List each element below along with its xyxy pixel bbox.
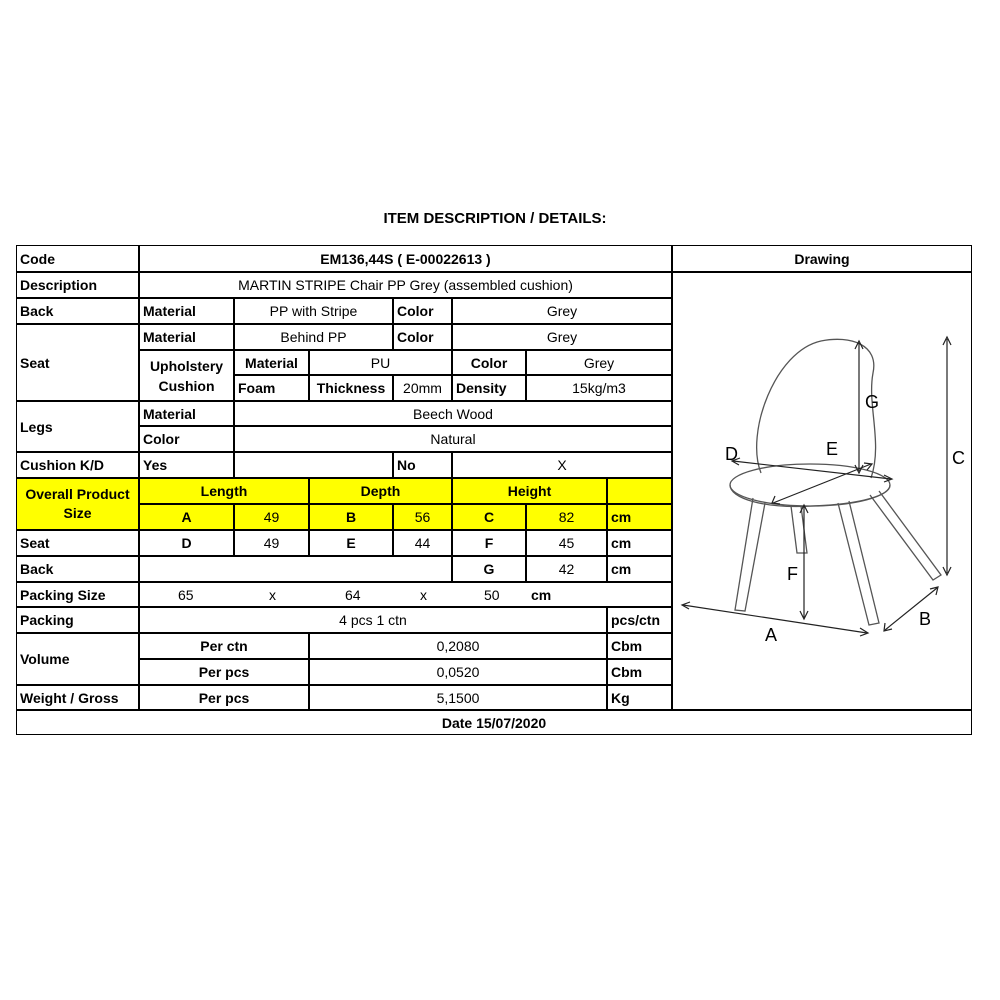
dim-a-value: 49 [234, 504, 309, 530]
drawing-letter-c: C [952, 448, 965, 468]
upholstery-material-value: PU [309, 350, 452, 375]
dim-e-label: E [309, 530, 393, 556]
legs-color-value: Natural [234, 426, 672, 452]
volume-per-ctn-unit: Cbm [607, 633, 672, 659]
upholstery-cushion-label: Upholstery Cushion [139, 350, 234, 401]
upholstery-material-label: Material [234, 350, 309, 375]
volume-per-ctn-label: Per ctn [139, 633, 309, 659]
legs-material-value: Beech Wood [234, 401, 672, 426]
weight-label: Weight / Gross [16, 685, 139, 710]
length-label: Length [139, 478, 309, 504]
legs-material-label: Material [139, 401, 234, 426]
dim-d-value: 49 [234, 530, 309, 556]
volume-per-pcs-label: Per pcs [139, 659, 309, 685]
date: Date 15/07/2020 [16, 710, 972, 735]
cushion-kd-label: Cushion K/D [16, 452, 139, 478]
weight-unit: Kg [607, 685, 672, 710]
seat-color-label: Color [393, 324, 452, 350]
back-color-label: Color [393, 298, 452, 324]
volume-per-pcs-unit: Cbm [607, 659, 672, 685]
dim-f-value: 45 [526, 530, 607, 556]
dim-c-label: C [452, 504, 526, 530]
drawing-area [672, 272, 972, 710]
seat-dims-unit: cm [607, 530, 672, 556]
overall-size-label: Overall Product Size [16, 478, 139, 530]
upholstery-color-value: Grey [526, 350, 672, 375]
dim-b-label: B [309, 504, 393, 530]
thickness-value: 20mm [393, 375, 452, 401]
packing-size-row [139, 582, 672, 607]
packing-length: 65 [178, 586, 194, 603]
packing-width: 64 [345, 586, 361, 603]
seat-color-value: Grey [452, 324, 672, 350]
back-color-value: Grey [452, 298, 672, 324]
seat-material-label: Material [139, 324, 234, 350]
dim-d-label: D [139, 530, 234, 556]
seat-label: Seat [16, 324, 139, 401]
dimension-lines [682, 337, 951, 636]
drawing-letter-g: G [865, 392, 880, 412]
weight-value: 5,1500 [309, 685, 607, 710]
legs-color-label: Color [139, 426, 234, 452]
overall-unit: cm [607, 504, 672, 530]
drawing-letter-e: E [826, 439, 839, 459]
dim-c-value: 82 [526, 504, 607, 530]
cushion-kd-no-value: X [452, 452, 672, 478]
cushion-kd-yes-label: Yes [139, 452, 234, 478]
back-material-label: Material [139, 298, 234, 324]
density-value: 15kg/m3 [526, 375, 672, 401]
volume-per-ctn-value: 0,2080 [309, 633, 607, 659]
depth-label: Depth [309, 478, 452, 504]
seat-dims-label: Seat [16, 530, 139, 556]
chair-drawing [673, 273, 973, 711]
packing-height: 50 [484, 586, 500, 603]
cushion-kd-yes-value [234, 452, 393, 478]
packing-label: Packing [16, 607, 139, 633]
dim-g-value: 42 [526, 556, 607, 582]
drawing-letter-f: F [787, 564, 798, 584]
sheet-title: ITEM DESCRIPTION / DETAILS: [383, 210, 607, 227]
volume-label: Volume [16, 633, 139, 685]
packing-size-unit: cm [531, 586, 552, 603]
seat-material-value: Behind PP [234, 324, 393, 350]
drawing-header: Drawing [672, 245, 972, 272]
height-label: Height [452, 478, 607, 504]
dim-a-label: A [139, 504, 234, 530]
cushion-kd-no-label: No [393, 452, 452, 478]
overall-header-blank [607, 478, 672, 504]
code-value: EM136,44S ( E-00022613 ) [139, 245, 672, 272]
thickness-label: Thickness [309, 375, 393, 401]
drawing-letter-b: B [919, 609, 932, 629]
density-label: Density [452, 375, 526, 401]
code-label: Code [16, 245, 139, 272]
dim-e-value: 44 [393, 530, 452, 556]
description-value: MARTIN STRIPE Chair PP Grey (assembled cushion) [139, 272, 672, 298]
packing-value: 4 pcs 1 ctn [139, 607, 607, 633]
packing-unit: pcs/ctn [607, 607, 672, 633]
packing-x1: x [269, 586, 276, 603]
back-material-value: PP with Stripe [234, 298, 393, 324]
drawing-letter-a: A [765, 625, 778, 645]
dim-g-label: G [452, 556, 526, 582]
dim-b-value: 56 [393, 504, 452, 530]
foam-label: Foam [234, 375, 309, 401]
back-dims-unit: cm [607, 556, 672, 582]
back-dims-label: Back [16, 556, 139, 582]
upholstery-color-label: Color [452, 350, 526, 375]
description-label: Description [16, 272, 139, 298]
back-label: Back [16, 298, 139, 324]
chair-outline [730, 339, 941, 625]
packing-x2: x [420, 586, 427, 603]
drawing-letter-d: D [725, 444, 738, 464]
volume-per-pcs-value: 0,0520 [309, 659, 607, 685]
weight-per-pcs-label: Per pcs [139, 685, 309, 710]
legs-label: Legs [16, 401, 139, 452]
dim-f-label: F [452, 530, 526, 556]
packing-size-label: Packing Size [16, 582, 139, 607]
back-dims-blank [139, 556, 452, 582]
